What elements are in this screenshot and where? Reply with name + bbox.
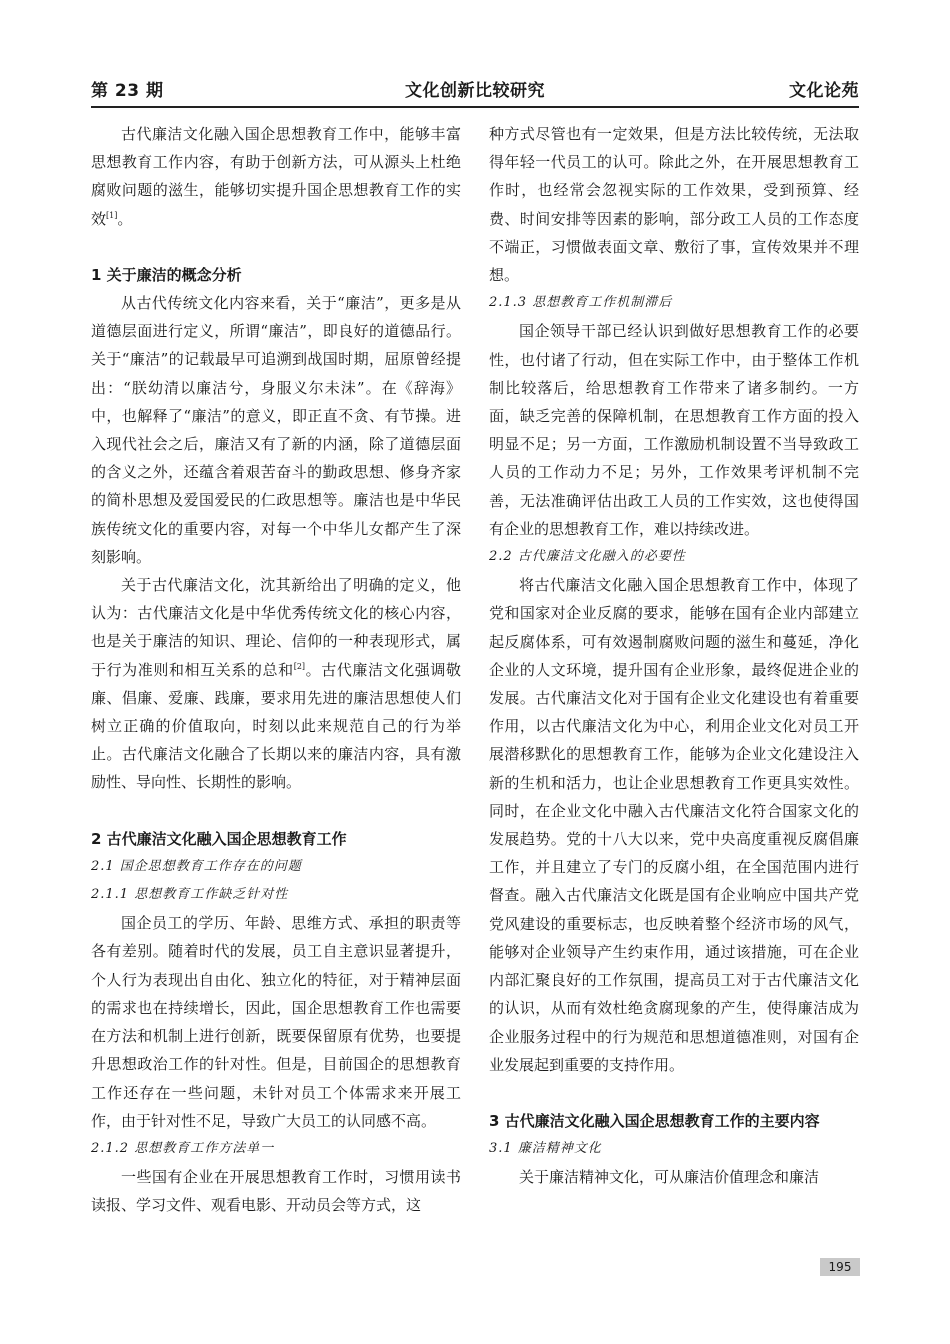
subsection-heading-2-1: 2.1 国企思想教育工作存在的问题 [91, 858, 302, 874]
paragraph: 一些国有企业在开展思想教育工作时，习惯用读书读报、学习文件、观看电影、开动员会等方式，这 [91, 1168, 461, 1215]
paragraph-text: 古代廉洁文化融入国企思想教育工作中，能够丰富思想教育工作内容，有助于创新方法，可从源头上杜绝腐败问题的滋生，能够切实提升国企思想教育工作的实效 [91, 125, 461, 228]
left-column [91, 120, 461, 1220]
page-number: 195 [820, 1258, 860, 1276]
subsection-heading-2-1-3: 2.1.3 思想教育工作机制滞后 [489, 295, 673, 311]
section-heading-2: 2 古代廉洁文化融入国企思想教育工作 [91, 829, 347, 848]
paragraph-text: 关于古代廉洁文化，沈其新给出了明确的定义，他认为：古代廉洁文化是中华优秀传统文化的核心内容，也是关于廉洁的知识、理论、信仰的一种表现形式，属于行为准则和相互关系的总和 [91, 576, 461, 679]
paragraph: 关于廉洁精神文化，可从廉洁价值理念和廉洁 [519, 1168, 820, 1187]
paragraph: 国企领导干部已经认识到做好思想教育工作的必要性，也付诸了行动，但在实际工作中，由于整体工作机制比较落后，给思想教育工作带来了诸多制约。一方面，缺乏完善的保障机制，在思想教育工作方面的投入明显不足；另一方面，工作激励机制设置不当导致政工人员的工作动力不足；另外，工作效果考评机制不完善，无法准确评估出政工人员的工作实效，这也使得国有企业的思想教育工作，难以持续改进。 [489, 322, 859, 538]
section-name: 文化论苑 [789, 81, 859, 101]
citation-ref: [1] [106, 210, 118, 220]
header-rule [91, 106, 859, 108]
section-heading-3: 3 古代廉洁文化融入国企思想教育工作的主要内容 [489, 1111, 820, 1130]
paragraph: 国企员工的学历、年龄、思维方式、承担的职责等各有差别。随着时代的发展，员工自主意识显著提升，个人行为表现出自由化、独立化的特征，对于精神层面的需求也在持续增长，因此，国企思想教育工作也需要在方法和机制上进行创新，既要保留原有优势，也要提升思想政治工作的针对性。但是，目前国企的思想教育工作还存在一些问题，未针对员工个体需求来开展工作，由于针对性不足，导致广大员工的认同感不高。 [91, 914, 461, 1130]
subsection-heading-2-1-1: 2.1.1 思想教育工作缺乏针对性 [91, 887, 289, 903]
issue-number: 第 23 期 [91, 81, 164, 101]
section-heading-1: 1 关于廉洁的概念分析 [91, 265, 242, 284]
paragraph: 从古代传统文化内容来看，关于“廉洁”，更多是从道德层面进行定义，所谓“廉洁”，即良好的道德品行。关于“廉洁”的记载最早可追溯到战国时期，屈原曾经提出：“朕幼清以廉洁兮，身服义尔未沬”。在《辞海》中，也解释了“廉洁”的意义，即正直不贪、有节操。进入现代社会之后，廉洁又有了新的内涵，除了道德层面的含义之外，还蕴含着艰苦奋斗的勤政思想、修身齐家的简朴思想及爱国爱民的仁政思想等。廉洁也是中华民族传统文化的重要内容，对每一个中华儿女都产生了深刻影响。 [91, 294, 461, 566]
paragraph-text: 。古代廉洁文化强调敬廉、倡廉、爱廉、践廉，要求用先进的廉洁思想使人们树立正确的价值取向，时刻以此来规范自己的行为举止。古代廉洁文化融合了长期以来的廉洁内容，具有激励性、导向性、长期性的影响。 [91, 660, 461, 792]
journal-title: 文化创新比较研究 [405, 81, 545, 101]
paragraph-text: 。 [117, 209, 133, 228]
subsection-heading-3-1: 3.1 廉洁精神文化 [489, 1141, 602, 1157]
paragraph: 将古代廉洁文化融入国企思想教育工作中，体现了党和国家对企业反腐的要求，能够在国有企业内部建立起反腐体系，可有效遏制腐败问题的滋生和蔓延，净化企业的人文环境，提升国有企业形象，最终促进企业的发展。古代廉洁文化对于国有企业文化建设也有着重要作用，以古代廉洁文化为中心，利用企业文化对员工开展潜移默化的思想教育工作，能够为企业文化建设注入新的生机和活力，也让企业思想教育工作更具实效性。同时，在企业文化中融入古代廉洁文化符合国家文化的发展趋势。党的十八大以来，党中央高度重视反腐倡廉工作，并且建立了专门的反腐小组，在全国范围内进行督查。融入古代廉洁文化既是国有企业响应中国共产党党风建设的重要标志，也反映着整个经济市场的风气，能够对企业领导产生约束作用，通过该措施，可在企业内部汇聚良好的工作氛围，提高员工对于古代廉洁文化的认识，从而有效杜绝贪腐现象的产生，使得廉洁成为企业服务过程中的行为规范和思想道德准则，对国有企业发展起到重要的支持作用。 [489, 576, 859, 1074]
paragraph [91, 120, 461, 233]
subsection-heading-2-1-2: 2.1.2 思想教育工作方法单一 [91, 1140, 275, 1156]
paragraph: 种方式尽管也有一定效果，但是方法比较传统，无法取得年轻一代员工的认可。除此之外，在开展思想教育工作时，也经常会忽视实际的工作效果，受到预算、经费、时间安排等因素的影响，部分政工人员的工作态度不端正，习惯做表面文章、敷衍了事，宣传效果并不理想。 [489, 125, 859, 285]
paragraph [91, 571, 461, 797]
subsection-heading-2-2: 2.2 古代廉洁文化融入的必要性 [489, 549, 686, 565]
citation-ref: [2] [293, 661, 306, 671]
running-header [91, 76, 859, 106]
right-column [489, 120, 859, 1192]
